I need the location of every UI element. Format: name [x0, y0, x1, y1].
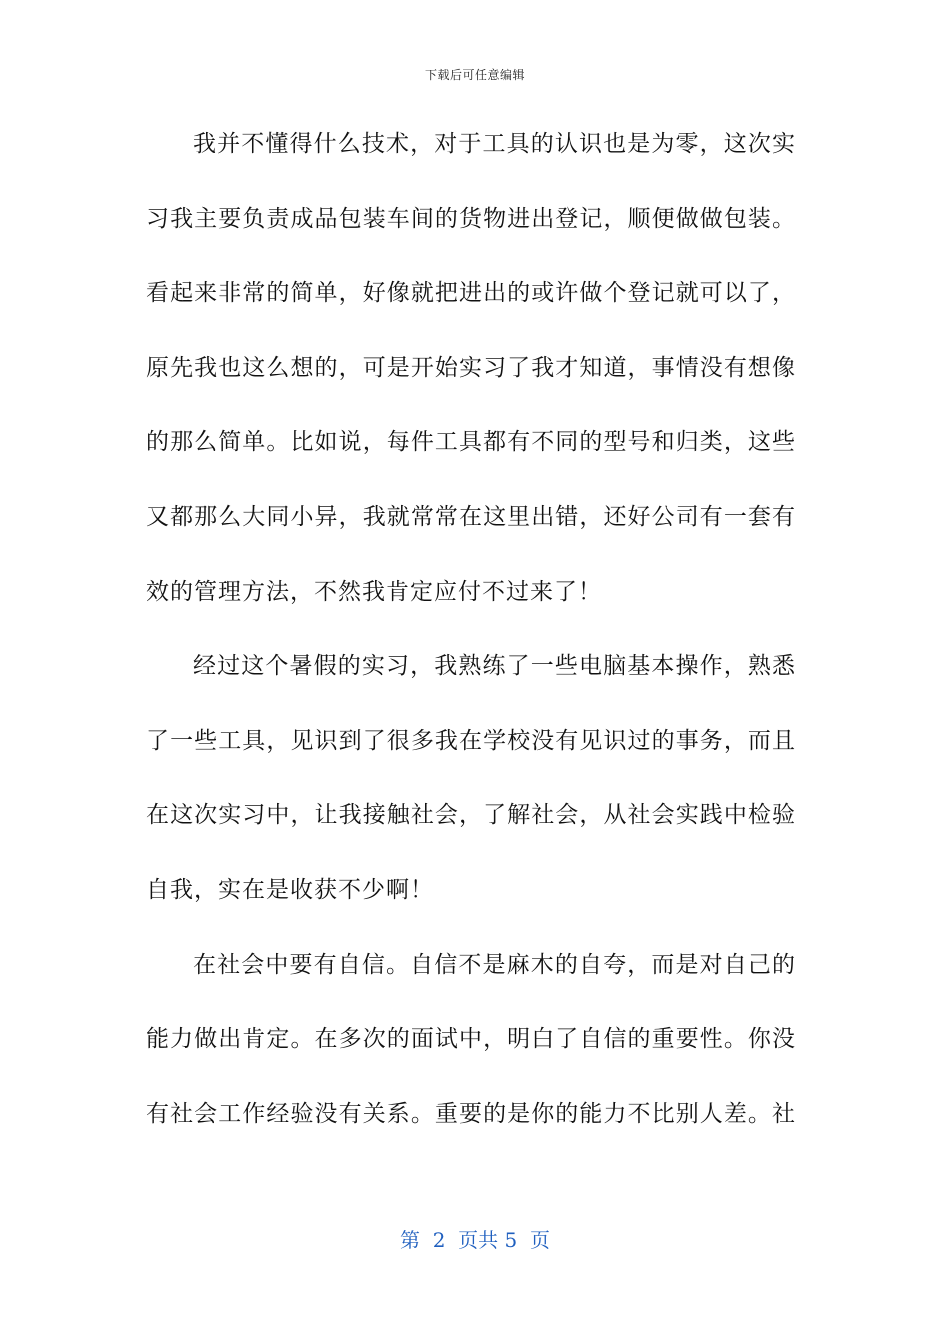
paragraph-line: 经过这个暑假的实习，我熟练了一些电脑基本操作，熟悉	[193, 653, 796, 680]
paragraph-line: 我并不懂得什么技术，对于工具的认识也是为零，这次实	[193, 131, 796, 157]
paragraph-line: 看起来非常的简单，好像就把进出的或许做个登记就可以了，	[146, 280, 796, 307]
paragraph-line: 有社会工作经验没有关系。重要的是你的能力不比别人差。社	[146, 1100, 796, 1127]
page-number: 第 2 页共 5 页	[400, 1228, 550, 1252]
paragraph-line: 又都那么大同小异，我就常常在这里出错，还好公司有一套有	[146, 503, 796, 530]
header-note: 下载后可任意编辑	[424, 68, 525, 82]
paragraph-line: 在这次实习中，让我接触社会，了解社会，从社会实践中检验	[146, 802, 796, 829]
paragraph-line: 在社会中要有自信。自信不是麻木的自夸，而是对自己的	[193, 951, 796, 978]
paragraph-line: 能力做出肯定。在多次的面试中，明白了自信的重要性。你没	[146, 1026, 796, 1053]
paragraph-line: 原先我也这么想的，可是开始实习了我才知道，事情没有想像	[146, 354, 796, 381]
paragraph-line: 的那么简单。比如说，每件工具都有不同的型号和归类，这些	[146, 429, 796, 456]
paragraph-line: 效的管理方法，不然我肯定应付不过来了！	[146, 578, 602, 605]
paragraph-line: 自我，实在是收获不少啊！	[146, 876, 434, 903]
paragraph-line: 了一些工具，见识到了很多我在学校没有见识过的事务，而且	[146, 727, 796, 754]
body-text	[146, 118, 796, 1162]
paragraph-line: 习我主要负责成品包装车间的货物进出登记，顺便做做包装。	[146, 205, 796, 232]
